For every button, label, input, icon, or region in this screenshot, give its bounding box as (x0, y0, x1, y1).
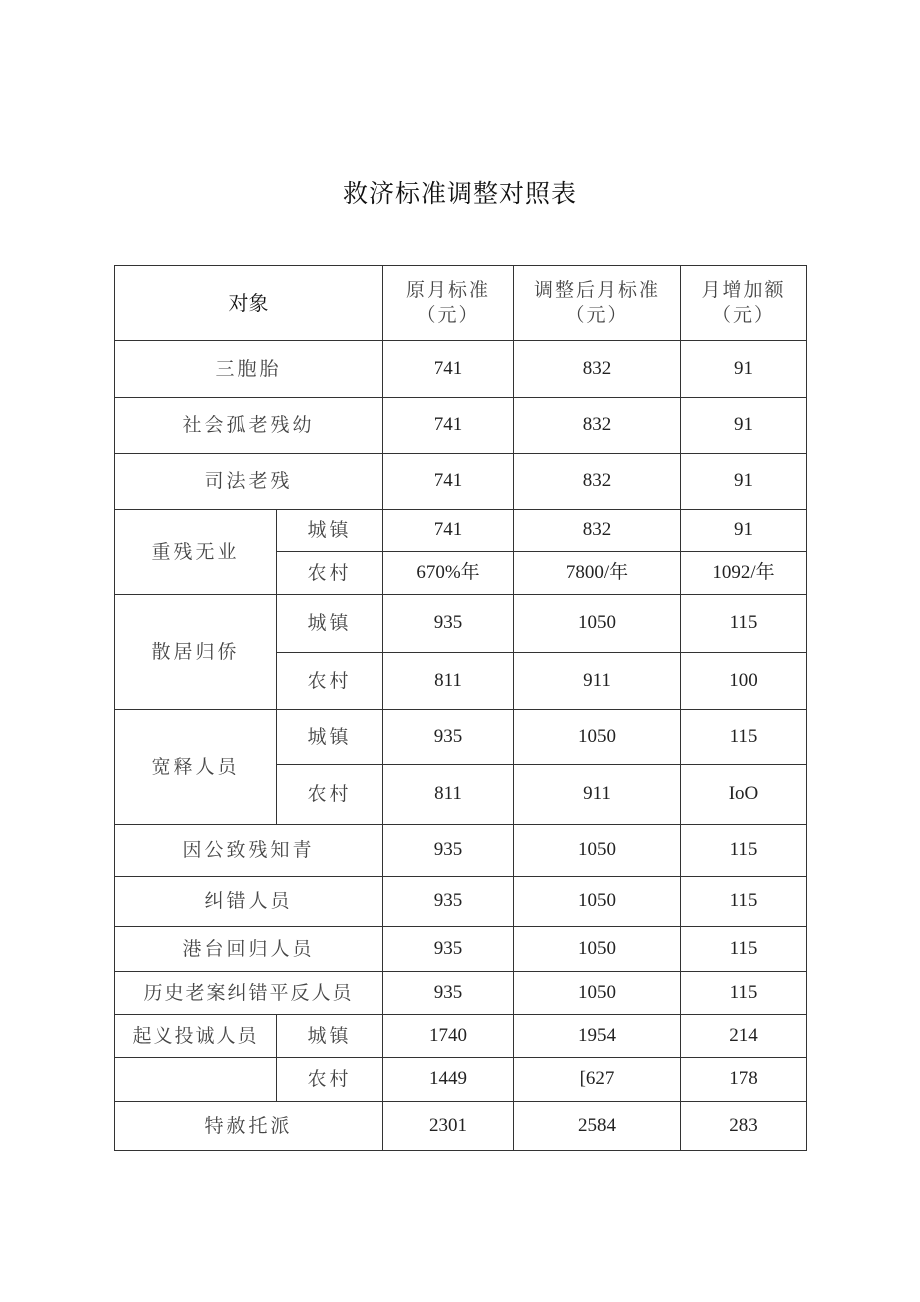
cell-adjusted: 832 (514, 398, 681, 454)
row-object-name: 散居归侨 (115, 595, 277, 710)
cell-original: 670%年 (383, 552, 514, 595)
cell-adjusted: 7800/年 (514, 552, 681, 595)
row-object-name: 宽释人员 (115, 710, 277, 825)
cell-increase: 283 (681, 1102, 807, 1151)
cell-increase: 115 (681, 595, 807, 653)
cell-adjusted: 2584 (514, 1102, 681, 1151)
cell-adjusted: 1050 (514, 825, 681, 877)
header-increase-label: 月增加额 (701, 279, 786, 302)
row-object-name: 历史老案纠错平反人员 (115, 972, 383, 1015)
relief-standard-table (114, 265, 807, 1151)
cell-increase: 115 (681, 710, 807, 765)
cell-original: 935 (383, 825, 514, 877)
cell-adjusted: 1050 (514, 595, 681, 653)
cell-increase: 91 (681, 398, 807, 454)
row-sub-category: 农村 (277, 653, 383, 710)
row-sub-category: 城镇 (277, 595, 383, 653)
cell-increase: 100 (681, 653, 807, 710)
table-row (115, 454, 807, 510)
row-sub-category: 农村 (277, 552, 383, 595)
row-object-name: 纠错人员 (115, 877, 383, 927)
row-object-name: 因公致残知青 (115, 825, 383, 877)
cell-increase: 115 (681, 972, 807, 1015)
cell-increase: 115 (681, 927, 807, 972)
header-adjusted-label: 调整后月标准 (533, 279, 660, 302)
row-object-name: 起义投诚人员 (115, 1015, 277, 1058)
row-sub-category: 农村 (277, 765, 383, 825)
table-row (115, 877, 807, 927)
row-sub-category: 城镇 (277, 510, 383, 552)
cell-original: 1449 (383, 1058, 514, 1102)
row-object-name: 社会孤老残幼 (115, 398, 383, 454)
header-increase-unit: （元） (711, 304, 775, 326)
cell-increase: 115 (681, 825, 807, 877)
table-row (115, 510, 807, 552)
cell-adjusted: 1050 (514, 972, 681, 1015)
row-object-name: 港台回归人员 (115, 927, 383, 972)
header-adjusted-unit: （元） (565, 304, 629, 326)
cell-original: 935 (383, 972, 514, 1015)
table-row (115, 1102, 807, 1151)
cell-increase: 91 (681, 510, 807, 552)
table-row (115, 1058, 807, 1102)
cell-original: 935 (383, 877, 514, 927)
header-original-unit: （元） (416, 304, 480, 326)
table-row (115, 341, 807, 398)
row-sub-category: 农村 (277, 1058, 383, 1102)
cell-original: 935 (383, 595, 514, 653)
row-object-name: 司法老残 (115, 454, 383, 510)
cell-increase: 115 (681, 877, 807, 927)
cell-increase: 178 (681, 1058, 807, 1102)
cell-adjusted: 832 (514, 454, 681, 510)
cell-increase: 91 (681, 454, 807, 510)
header-monthly-increase (681, 266, 807, 341)
cell-adjusted: 832 (514, 341, 681, 398)
header-adjusted-standard (514, 266, 681, 341)
cell-increase: 91 (681, 341, 807, 398)
cell-adjusted: 1050 (514, 927, 681, 972)
cell-adjusted: 911 (514, 765, 681, 825)
cell-adjusted: 1050 (514, 710, 681, 765)
cell-original: 741 (383, 341, 514, 398)
table-row (115, 398, 807, 454)
row-object-name (115, 1058, 277, 1102)
row-object-name: 特赦托派 (115, 1102, 383, 1151)
cell-adjusted: 1050 (514, 877, 681, 927)
cell-increase: IoO (681, 765, 807, 825)
cell-increase: 1092/年 (681, 552, 807, 595)
table-row (115, 1015, 807, 1058)
cell-adjusted: 1954 (514, 1015, 681, 1058)
cell-increase: 214 (681, 1015, 807, 1058)
header-original-label: 原月标准 (405, 279, 490, 302)
row-sub-category: 城镇 (277, 710, 383, 765)
cell-adjusted: 832 (514, 510, 681, 552)
cell-original: 741 (383, 398, 514, 454)
cell-adjusted: [627 (514, 1058, 681, 1102)
cell-original: 811 (383, 765, 514, 825)
cell-original: 741 (383, 510, 514, 552)
header-original-standard (383, 266, 514, 341)
cell-original: 935 (383, 927, 514, 972)
cell-original: 811 (383, 653, 514, 710)
cell-original: 2301 (383, 1102, 514, 1151)
header-object: 对象 (115, 266, 383, 341)
cell-original: 935 (383, 710, 514, 765)
row-sub-category: 城镇 (277, 1015, 383, 1058)
table-row (115, 825, 807, 877)
cell-original: 741 (383, 454, 514, 510)
cell-original: 1740 (383, 1015, 514, 1058)
table-row (115, 972, 807, 1015)
cell-adjusted: 911 (514, 653, 681, 710)
row-object-name: 重残无业 (115, 510, 277, 595)
table-row (115, 595, 807, 653)
table-row (115, 927, 807, 972)
row-object-name: 三胞胎 (115, 341, 383, 398)
table-row (115, 710, 807, 765)
page-title: 救济标准调整对照表 (342, 179, 577, 208)
table-header-row (115, 266, 807, 341)
